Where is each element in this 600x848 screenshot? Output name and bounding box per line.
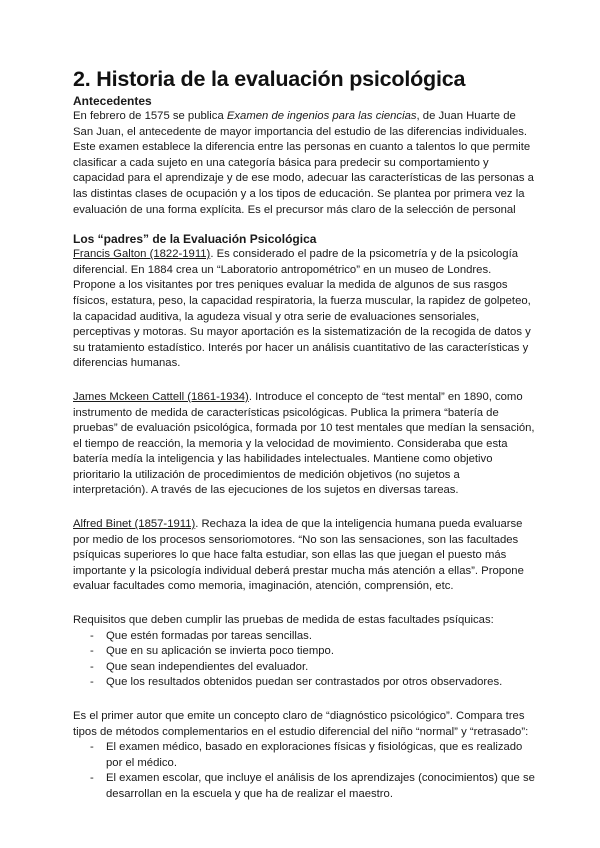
dash-bullet: -	[90, 660, 94, 673]
spacer	[73, 691, 536, 709]
page-title: 2. Historia de la evaluación psicológica	[73, 67, 466, 91]
author-name-binet: Alfred Binet (1857-1911)	[73, 518, 196, 531]
text-fragment: . Introduce el concepto de “test mental” en 1890, como instrumento de medida de características psicológicas. Publica la primera “batería de pruebas” de evaluación psicológica, formada por 10 test mentales que medían la sensación, el tiempo de reacción, la memoria y la velocidad de movimiento. Consideraba que esta batería medía la inteligencia y las habilidades intelectuales. Mantiene como objetivo prioritario la utilización de procedimientos de medición objetivos (no sujetos a interpretación). A través de las ejecuciones de los sujetos en diversas tareas.	[73, 390, 535, 497]
list-item	[73, 629, 536, 645]
paragraph-cattell	[73, 390, 536, 499]
list-item-text: El examen escolar, que incluye el análisis de los aprendizajes (conocimientos) que se desarrollan en la escuela y que ha de realizar el maestro.	[106, 772, 535, 800]
spacer	[73, 218, 536, 232]
dash-bullet: -	[90, 629, 94, 642]
section-heading-padres: Los “padres” de la Evaluación Psicológica	[73, 232, 317, 247]
metodos-list	[73, 740, 536, 802]
list-item-text: Que sean independientes del evaluador.	[106, 660, 309, 673]
text-fragment: , de Juan Huarte de San Juan, el antecedente de mayor importancia del estudio de las diferencias individuales. Este examen establece la diferencia entre las personas en cuanto a talentos lo que permite clasificar a cada sujeto en una categoría básica para predecir su comportamiento y capacidad para el aprendizaje y de ese modo, adecuar las características de las personas a las distintas clases de ocupación y a los tipos de educación. Se plantea por primera vez la evaluación de una forma explícita. Es el precursor más claro de la selección de personal	[73, 110, 534, 216]
paragraph-binet	[73, 517, 536, 595]
dash-bullet: -	[90, 645, 94, 658]
section-heading-antecedentes: Antecedentes	[73, 94, 152, 108]
text-fragment: En febrero de 1575 se publica	[73, 110, 227, 122]
spacer	[73, 372, 536, 390]
dash-bullet: -	[90, 741, 94, 754]
paragraph-diagnostico-intro: Es el primer autor que emite un concepto claro de “diagnóstico psicológico”. Compara tres tipos de métodos complementarios en el estudio diferencial del niño “normal” y “retrasado”:	[73, 710, 529, 738]
list-item-text: Que en su aplicación se invierta poco tiempo.	[106, 645, 334, 658]
list-item	[73, 740, 536, 771]
author-name-galton: Francis Galton (1822-1911)	[73, 248, 211, 261]
requisitos-list	[73, 629, 536, 691]
author-name-cattell: James Mckeen Cattell (1861-1934)	[73, 390, 249, 403]
list-item	[73, 660, 536, 676]
dash-bullet: -	[90, 676, 94, 689]
list-item-text: El examen médico, basado en exploraciones físicas y fisiológicas, que es realizado por el médico.	[106, 741, 523, 769]
paragraph-galton	[73, 247, 536, 372]
paragraph-requisitos-intro: Requisitos que deben cumplir las pruebas de medida de estas facultades psíquicas:	[73, 614, 494, 627]
list-item-text: Que estén formadas por tareas sencillas.	[106, 629, 312, 642]
list-item	[73, 644, 536, 660]
dash-bullet: -	[90, 772, 94, 785]
text-fragment: . Rechaza la idea de que la inteligencia humana pueda evaluarse por medio de los procesos sensoriomotores. “No son las sensaciones, son las facultades psíquicas superiores lo que hace falta estudiar, son ellas las que juegan el puesto más importante y la psicología individual deberá prestar mucha más atención a ellas”. Propone evaluar facultades como memoria, imaginación, atención, comprensión, etc.	[73, 518, 524, 593]
list-item-text: Que los resultados obtenidos puedan ser contrastados por otros observadores.	[106, 676, 503, 689]
spacer	[73, 595, 536, 613]
paragraph-antecedentes	[73, 109, 536, 218]
book-title: Examen de ingenios para las ciencias	[226, 110, 417, 122]
list-item	[73, 675, 536, 691]
list-item	[73, 771, 536, 802]
spacer	[73, 499, 536, 517]
text-fragment: . Es considerado el padre de la psicometría y de la psicología diferencial. En 1884 crea un “Laboratorio antropométrico” en un museo de Londres. Propone a los visitantes por tres peniques evaluar la medida de algunos de sus rasgos físicos, estatura, peso, la capacidad respiratoria, la fuerza muscular, la rapidez de golpeteo, la capacidad auditiva, la agudeza visual y otra serie de evaluaciones sensoriales, perceptivas y motoras. Su mayor aportación es la sistematización de la recogida de datos y su tratamiento estadístico. Interés por hacer un análisis cuantitativo de las características y diferencias humanas.	[73, 248, 531, 370]
